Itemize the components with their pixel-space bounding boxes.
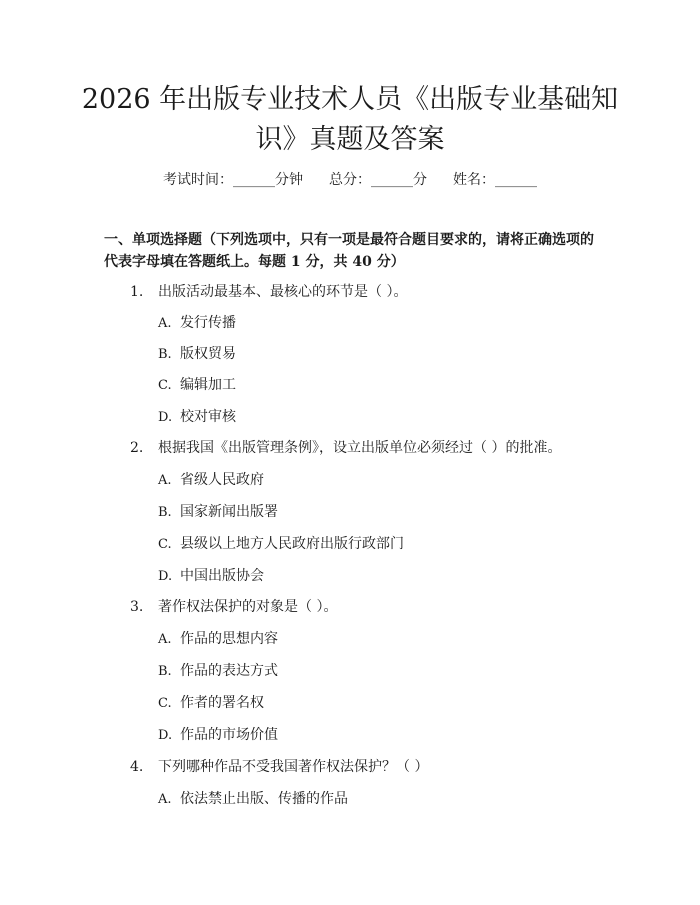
question-3 [130,597,337,617]
question-text: 下列哪种作品不受我国著作权法保护？（ ） [158,759,429,775]
option-letter: D. [158,569,173,584]
exam-meta [0,170,700,190]
option-letter: A. [158,792,172,807]
option-text: 中国出版协会 [180,568,264,584]
option-text: 作品的思想内容 [180,631,278,647]
option-letter: A. [158,316,172,331]
title-line-2: 识》真题及答案 [255,124,445,155]
question-3-option-d [158,725,278,746]
option-text: 版权贸易 [180,346,236,362]
option-text: 校对审核 [180,409,236,425]
question-2-option-d [158,566,264,587]
option-letter: D. [158,410,173,425]
question-3-option-a [158,629,278,650]
question-4-option-a [158,789,348,810]
name-label: 姓名：______ [453,172,537,188]
question-number: 2. [130,440,144,456]
option-text: 作品的表达方式 [180,663,278,679]
question-number: 3. [130,599,144,615]
question-4 [130,757,428,777]
option-letter: D. [158,728,173,743]
question-3-option-c [158,693,264,714]
option-text: 发行传播 [180,315,236,331]
option-text: 作品的市场价值 [180,727,278,743]
document-title [0,80,700,160]
option-text: 县级以上地方人民政府出版行政部门 [180,536,404,552]
question-3-option-b [158,661,278,682]
question-1-option-c [158,375,236,396]
option-text: 国家新闻出版署 [180,504,278,520]
option-letter: A. [158,473,172,488]
option-text: 依法禁止出版、传播的作品 [180,791,348,807]
section-heading-line-1: 一、单项选择题（下列选项中，只有一项是最符合题目要求的，请将正确选项的 [104,232,594,248]
question-2-option-b [158,502,278,523]
option-letter: C. [158,696,172,711]
section-heading [104,229,600,273]
question-text: 出版活动最基本、最核心的环节是（ ）。 [158,284,408,300]
option-letter: B. [158,505,172,520]
option-text: 作者的署名权 [180,695,264,711]
question-text: 著作权法保护的对象是（ ）。 [158,599,338,615]
section-heading-line-2: 代表字母填在答题纸上。每题 1 分，共 40 分） [104,254,405,270]
option-letter: B. [158,664,172,679]
option-letter: B. [158,347,172,362]
question-2-option-a [158,470,264,491]
option-letter: A. [158,632,172,647]
question-1 [130,282,407,302]
total-score-label: 总分：______分 [329,172,427,188]
question-1-option-b [158,344,236,365]
question-2-option-c [158,534,404,555]
option-text: 省级人民政府 [180,472,264,488]
question-text: 根据我国《出版管理条例》，设立出版单位必须经过（ ）的批准。 [158,440,562,456]
title-line-1: 2026 年出版专业技术人员《出版专业基础知 [81,84,619,115]
question-1-option-d [158,407,236,428]
option-letter: C. [158,378,172,393]
question-number: 4. [130,759,144,775]
option-letter: C. [158,537,172,552]
exam-time-label: 考试时间：______分钟 [163,172,303,188]
question-2 [130,438,561,458]
question-number: 1. [130,284,144,300]
question-1-option-a [158,313,236,334]
option-text: 编辑加工 [180,377,236,393]
